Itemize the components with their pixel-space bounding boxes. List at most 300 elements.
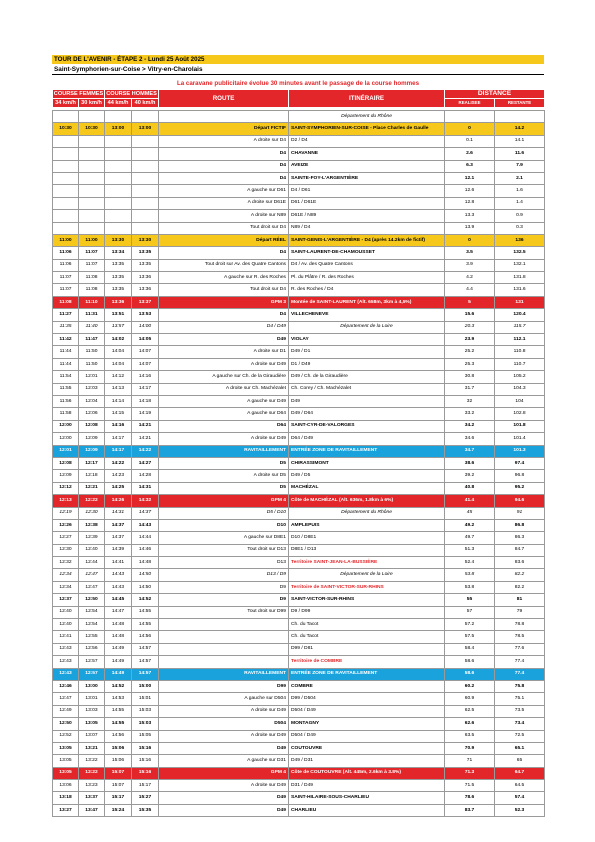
distance-done: 40.8: [445, 482, 495, 494]
time-hommes-40: 14:19: [132, 408, 159, 420]
route-cell: [159, 656, 289, 668]
table-row: [53, 656, 545, 668]
table-row: [53, 730, 545, 742]
route-cell: Tout droit sur D4: [159, 222, 289, 234]
time-femmes-30: 11:08: [79, 272, 105, 284]
itinerary-cell: COMBRE: [289, 680, 445, 692]
distance-done: 12.1: [445, 172, 495, 184]
itinerary-cell: D4 / Av. des Quatre Cantons: [289, 259, 445, 271]
time-hommes-40: [132, 210, 159, 222]
time-hommes-40: [132, 222, 159, 234]
distance-done: 52.4: [445, 557, 495, 569]
distance-remaining: 73.5: [495, 705, 545, 717]
route-cell: GPM 3: [159, 296, 289, 308]
time-hommes-44: 14:04: [105, 346, 132, 358]
time-femmes-34: 13:06: [53, 780, 79, 792]
time-hommes-40: 15:05: [132, 730, 159, 742]
itinerary-cell: D99 / D81: [289, 643, 445, 655]
time-hommes-40: 13:35: [132, 247, 159, 259]
time-femmes-30: 11:50: [79, 346, 105, 358]
distance-done: 0: [445, 234, 495, 246]
time-hommes-40: 13:53: [132, 309, 159, 321]
time-femmes-34: 12:32: [53, 557, 79, 569]
distance-done: 70.9: [445, 742, 495, 754]
time-femmes-34: 11:08: [53, 296, 79, 308]
time-femmes-34: [53, 172, 79, 184]
route-cell: GPM 4: [159, 767, 289, 779]
time-hommes-44: [105, 222, 132, 234]
route-cell: D504: [159, 718, 289, 730]
distance-remaining: 14.2: [495, 123, 545, 135]
time-femmes-34: 12:49: [53, 705, 79, 717]
table-row: [53, 680, 545, 692]
distance-done: 57.2: [445, 619, 495, 631]
distance-done: 15.6: [445, 309, 495, 321]
distance-done: 71.3: [445, 767, 495, 779]
time-femmes-30: 11:07: [79, 259, 105, 271]
itinerary-cell: Ch. Corey / Ch. Machézalet: [289, 383, 445, 395]
distance-remaining: 86.8: [495, 519, 545, 531]
time-femmes-34: 12:40: [53, 606, 79, 618]
route-cell: A gauche sur D31: [159, 755, 289, 767]
distance-remaining: 65.1: [495, 742, 545, 754]
route-cell: D13: [159, 557, 289, 569]
time-hommes-44: 14:12: [105, 371, 132, 383]
table-row: [53, 445, 545, 457]
itinerary-cell: D31 / D49: [289, 780, 445, 792]
time-hommes-40: 13:37: [132, 296, 159, 308]
itinerary-cell: SAINT-LAURENT-DE-CHAMOUSSET: [289, 247, 445, 259]
time-hommes-40: 14:57: [132, 656, 159, 668]
header-itineraire: ITINÉRAIRE: [289, 90, 445, 108]
time-hommes-44: [105, 185, 132, 197]
time-femmes-34: 11:07: [53, 272, 79, 284]
time-femmes-30: 12:40: [79, 544, 105, 556]
time-femmes-34: 11:06: [53, 247, 79, 259]
time-femmes-34: 11:54: [53, 371, 79, 383]
header-speed-h44: 44 km/h: [105, 99, 132, 108]
table-row: [53, 569, 545, 581]
time-hommes-44: 13:35: [105, 284, 132, 296]
time-femmes-30: 12:04: [79, 395, 105, 407]
time-femmes-30: 12:09: [79, 433, 105, 445]
route-cell: D4: [159, 148, 289, 160]
distance-remaining: 83.6: [495, 557, 545, 569]
itinerary-cell: D9 / D99: [289, 606, 445, 618]
time-hommes-44: 15:07: [105, 780, 132, 792]
distance-remaining: 101.8: [495, 420, 545, 432]
distance-remaining: 78.8: [495, 619, 545, 631]
time-hommes-44: [105, 160, 132, 172]
time-hommes-40: 14:52: [132, 594, 159, 606]
distance-done: 34.2: [445, 420, 495, 432]
table-row: [53, 693, 545, 705]
time-femmes-30: 13:21: [79, 742, 105, 754]
time-hommes-40: 14:50: [132, 581, 159, 593]
distance-done: 62.5: [445, 705, 495, 717]
route-cell: A gauche sur D64: [159, 408, 289, 420]
time-hommes-40: 14:37: [132, 507, 159, 519]
distance-done: 25.2: [445, 346, 495, 358]
time-hommes-44: [105, 197, 132, 209]
itinerary-cell: D61 / D61E: [289, 197, 445, 209]
route-cell: D64: [159, 420, 289, 432]
distance-remaining: 102.8: [495, 408, 545, 420]
route-cell: D10: [159, 519, 289, 531]
time-hommes-44: 14:37: [105, 532, 132, 544]
route-cell: D5: [159, 457, 289, 469]
time-hommes-44: 14:45: [105, 594, 132, 606]
table-row: [53, 185, 545, 197]
itinerary-cell: Département du Rhône: [289, 507, 445, 519]
time-hommes-40: 14:16: [132, 371, 159, 383]
route-cell: D49: [159, 334, 289, 346]
distance-remaining: 94.6: [495, 495, 545, 507]
time-femmes-30: 12:06: [79, 408, 105, 420]
distance-remaining: 14.1: [495, 135, 545, 147]
distance-remaining: 0.9: [495, 210, 545, 222]
time-femmes-34: 12:40: [53, 619, 79, 631]
time-hommes-44: [105, 210, 132, 222]
time-femmes-34: 11:55: [53, 383, 79, 395]
time-femmes-34: 10:30: [53, 123, 79, 135]
distance-remaining: 91: [495, 507, 545, 519]
distance-remaining: 81: [495, 594, 545, 606]
time-femmes-30: 12:57: [79, 668, 105, 680]
distance-remaining: 64.7: [495, 767, 545, 779]
route-cell: Tout droit sur D13: [159, 544, 289, 556]
time-femmes-34: 12:27: [53, 532, 79, 544]
time-femmes-30: [79, 111, 105, 123]
time-hommes-40: 14:57: [132, 643, 159, 655]
time-femmes-34: [53, 197, 79, 209]
table-row: [53, 346, 545, 358]
itinerary-cell: SAINT-GENIS-L'ARGENTIÈRE - D4 (après 14.2km de fictif): [289, 234, 445, 246]
distance-remaining: 64.5: [495, 780, 545, 792]
itinerary-cell: Côte de COUTOUVRE (Alt. 445m, 2.6km à 3.8%): [289, 767, 445, 779]
itinerary-cell: SAINT-HILAIRE-SOUS-CHARLIEU: [289, 792, 445, 804]
table-row: [53, 581, 545, 593]
time-femmes-30: 13:01: [79, 693, 105, 705]
distance-done: 4.2: [445, 272, 495, 284]
table-row: [53, 755, 545, 767]
time-femmes-34: 12:43: [53, 656, 79, 668]
time-hommes-44: 13:51: [105, 309, 132, 321]
distance-remaining: 72.5: [495, 730, 545, 742]
time-hommes-44: 13:30: [105, 234, 132, 246]
time-femmes-34: 11:44: [53, 346, 79, 358]
time-hommes-40: 14:48: [132, 557, 159, 569]
route-cell: A droite sur D49: [159, 358, 289, 370]
time-femmes-30: 12:47: [79, 569, 105, 581]
table-row: [53, 643, 545, 655]
distance-remaining: 52.3: [495, 804, 545, 816]
caravan-notice: La caravane publicitaire évolue 30 minutes avant le passage de la course hommes: [176, 80, 420, 87]
time-hommes-40: [132, 135, 159, 147]
time-hommes-40: 14:44: [132, 532, 159, 544]
route-cell: A gauche sur D49: [159, 395, 289, 407]
distance-remaining: 11.6: [495, 148, 545, 160]
route-cell: D49: [159, 804, 289, 816]
table-row: [53, 420, 545, 432]
time-hommes-44: 14:48: [105, 631, 132, 643]
distance-done: 6.3: [445, 160, 495, 172]
time-hommes-40: 13:36: [132, 272, 159, 284]
time-femmes-34: 12:47: [53, 693, 79, 705]
route-cell: A droite sur D49: [159, 705, 289, 717]
distance-remaining: 77.6: [495, 643, 545, 655]
time-hommes-44: 14:04: [105, 358, 132, 370]
itinerary-cell: D49 / D1: [289, 346, 445, 358]
time-femmes-30: 10:30: [79, 123, 105, 135]
itinerary-cell: D49: [289, 395, 445, 407]
itinerary-cell: ENTRÉE ZONE DE RAVITAILLEMENT: [289, 668, 445, 680]
time-femmes-34: 12:00: [53, 420, 79, 432]
time-hommes-44: 14:56: [105, 730, 132, 742]
route-cell: GPM 4: [159, 495, 289, 507]
table-row: [53, 210, 545, 222]
time-femmes-30: [79, 148, 105, 160]
time-femmes-30: [79, 185, 105, 197]
stage-subtitle: Saint-Symphorien-sur-Coise > Vitry-en-Charolais: [52, 65, 544, 75]
route-cell: A gauche sur D504: [159, 693, 289, 705]
time-hommes-44: 14:17: [105, 433, 132, 445]
time-hommes-44: 14:53: [105, 693, 132, 705]
distance-remaining: 97.4: [495, 457, 545, 469]
table-row: [53, 284, 545, 296]
distance-done: 49.7: [445, 532, 495, 544]
time-femmes-30: 11:10: [79, 296, 105, 308]
table-row: [53, 780, 545, 792]
time-femmes-30: 13:05: [79, 718, 105, 730]
distance-done: 34.6: [445, 433, 495, 445]
timetable-header: [52, 89, 545, 108]
time-femmes-30: 12:03: [79, 383, 105, 395]
time-femmes-34: 12:52: [53, 730, 79, 742]
time-hommes-40: 14:57: [132, 668, 159, 680]
time-femmes-34: 12:08: [53, 457, 79, 469]
itinerary-cell: SAINT-VICTOR-SUR-RHINS: [289, 594, 445, 606]
time-hommes-40: 15:27: [132, 792, 159, 804]
table-row: [53, 532, 545, 544]
time-hommes-40: 14:18: [132, 395, 159, 407]
time-hommes-44: 14:47: [105, 606, 132, 618]
route-cell: [159, 631, 289, 643]
route-cell: A droite sur D5: [159, 470, 289, 482]
time-hommes-44: 14:02: [105, 334, 132, 346]
distance-remaining: 82.2: [495, 569, 545, 581]
time-hommes-40: 13:35: [132, 259, 159, 271]
distance-remaining: 1.4: [495, 197, 545, 209]
time-hommes-44: 13:36: [105, 296, 132, 308]
itinerary-cell: SAINT-SYMPHORIEN-SUR-COISE - Place Charles de Gaulle: [289, 123, 445, 135]
distance-done: 62.6: [445, 718, 495, 730]
time-femmes-30: 12:09: [79, 445, 105, 457]
route-cell: D5: [159, 482, 289, 494]
time-hommes-40: 14:27: [132, 457, 159, 469]
time-femmes-34: 12:30: [53, 544, 79, 556]
time-hommes-40: 14:21: [132, 420, 159, 432]
time-femmes-34: 12:00: [53, 433, 79, 445]
distance-done: 57.5: [445, 631, 495, 643]
time-femmes-34: 11:07: [53, 284, 79, 296]
time-hommes-40: 13:00: [132, 123, 159, 135]
route-cell: Tout droit sur D4: [159, 284, 289, 296]
table-row: [53, 619, 545, 631]
header-speed-h40: 40 km/h: [132, 99, 159, 108]
time-hommes-44: 14:48: [105, 619, 132, 631]
time-femmes-30: 13:03: [79, 705, 105, 717]
time-femmes-34: 11:44: [53, 358, 79, 370]
itinerary-cell: Côte de MACHÉZAL (Alt. 636m, 1.8km à 6%): [289, 495, 445, 507]
time-hommes-40: 14:00: [132, 321, 159, 333]
table-row: [53, 804, 545, 816]
distance-remaining: 101.4: [495, 433, 545, 445]
time-hommes-44: 14:23: [105, 470, 132, 482]
route-cell: D13 / D9: [159, 569, 289, 581]
route-cell: D49: [159, 792, 289, 804]
time-femmes-30: 12:50: [79, 594, 105, 606]
time-femmes-30: 11:00: [79, 234, 105, 246]
time-hommes-44: 13:34: [105, 247, 132, 259]
distance-done: 71: [445, 755, 495, 767]
time-femmes-30: 12:18: [79, 470, 105, 482]
itinerary-cell: D504 / D49: [289, 730, 445, 742]
time-femmes-30: 12:47: [79, 581, 105, 593]
distance-remaining: 79: [495, 606, 545, 618]
time-hommes-40: 15:03: [132, 718, 159, 730]
itinerary-cell: AVEIZE: [289, 160, 445, 172]
header-speed-f30: 30 km/h: [79, 99, 105, 108]
time-femmes-34: 12:41: [53, 631, 79, 643]
table-row: [53, 433, 545, 445]
time-hommes-44: 15:07: [105, 767, 132, 779]
time-hommes-40: 14:32: [132, 495, 159, 507]
time-femmes-30: [79, 135, 105, 147]
distance-done: [445, 111, 495, 123]
route-cell: A droite sur D4: [159, 135, 289, 147]
time-hommes-44: 15:06: [105, 755, 132, 767]
distance-done: 2.6: [445, 148, 495, 160]
time-hommes-44: 14:31: [105, 507, 132, 519]
distance-done: 25.3: [445, 358, 495, 370]
route-cell: D9: [159, 581, 289, 593]
route-cell: Tout droit sur Av. des Quatre Cantons: [159, 259, 289, 271]
time-femmes-30: 13:23: [79, 780, 105, 792]
time-hommes-44: 14:13: [105, 383, 132, 395]
time-femmes-30: 12:01: [79, 371, 105, 383]
time-hommes-40: 13:36: [132, 284, 159, 296]
itinerary-cell: CHARLIEU: [289, 804, 445, 816]
time-femmes-30: 11:50: [79, 358, 105, 370]
itinerary-cell: D61E / N89: [289, 210, 445, 222]
time-femmes-30: 11:31: [79, 309, 105, 321]
itinerary-cell: COUTOUVRE: [289, 742, 445, 754]
distance-remaining: 101.3: [495, 445, 545, 457]
route-cell: Départ RÉEL: [159, 234, 289, 246]
time-hommes-44: 14:55: [105, 705, 132, 717]
distance-remaining: 78.5: [495, 631, 545, 643]
distance-remaining: 7.9: [495, 160, 545, 172]
distance-done: 71.5: [445, 780, 495, 792]
time-hommes-44: 14:37: [105, 519, 132, 531]
distance-done: 45: [445, 507, 495, 519]
itinerary-cell: Territoire SAINT-JEAN-LA-BUSSIÈRE: [289, 557, 445, 569]
time-hommes-44: 14:41: [105, 557, 132, 569]
time-femmes-30: 13:00: [79, 680, 105, 692]
time-hommes-40: 15:01: [132, 693, 159, 705]
table-row: [53, 222, 545, 234]
route-cell: Départ FICTIF: [159, 123, 289, 135]
time-hommes-40: 13:30: [132, 234, 159, 246]
distance-done: 0: [445, 123, 495, 135]
header-realisee: REALISEE: [445, 99, 495, 108]
time-femmes-30: 11:07: [79, 247, 105, 259]
table-row: [53, 172, 545, 184]
time-femmes-30: 11:47: [79, 334, 105, 346]
table-row: [53, 259, 545, 271]
time-femmes-34: 12:34: [53, 581, 79, 593]
time-femmes-34: [53, 210, 79, 222]
distance-done: 33.2: [445, 408, 495, 420]
itinerary-cell: Pl. du Plâtre / R. des Roches: [289, 272, 445, 284]
time-hommes-44: 13:35: [105, 259, 132, 271]
time-femmes-34: 13:05: [53, 755, 79, 767]
distance-done: 83.7: [445, 804, 495, 816]
time-femmes-30: 12:54: [79, 619, 105, 631]
table-row: [53, 395, 545, 407]
distance-done: 53.8: [445, 581, 495, 593]
time-femmes-34: [53, 185, 79, 197]
route-cell: A droite sur Ch. Machézalet: [159, 383, 289, 395]
time-femmes-34: 11:42: [53, 334, 79, 346]
time-hommes-44: 14:55: [105, 718, 132, 730]
time-hommes-40: [132, 111, 159, 123]
itinerary-cell: Territoire de COMBRE: [289, 656, 445, 668]
table-row: [53, 234, 545, 246]
table-row: [53, 296, 545, 308]
time-hommes-44: 13:00: [105, 123, 132, 135]
table-row: [53, 135, 545, 147]
distance-done: 55: [445, 594, 495, 606]
time-femmes-34: 12:12: [53, 482, 79, 494]
time-hommes-40: 14:17: [132, 383, 159, 395]
time-hommes-44: 14:25: [105, 482, 132, 494]
itinerary-cell: MONTAGNY: [289, 718, 445, 730]
itinerary-cell: N89 / D4: [289, 222, 445, 234]
time-hommes-40: 14:05: [132, 334, 159, 346]
time-hommes-40: 14:56: [132, 631, 159, 643]
time-femmes-34: 11:27: [53, 309, 79, 321]
route-cell: D5 / D10: [159, 507, 289, 519]
distance-done: 41.4: [445, 495, 495, 507]
distance-remaining: 57.4: [495, 792, 545, 804]
time-hommes-44: 14:49: [105, 656, 132, 668]
table-row: [53, 631, 545, 643]
route-cell: A droite sur D49: [159, 780, 289, 792]
time-hommes-44: 14:26: [105, 495, 132, 507]
distance-remaining: 65: [495, 755, 545, 767]
distance-remaining: 95.2: [495, 482, 545, 494]
itinerary-cell: D99 / D504: [289, 693, 445, 705]
distance-remaining: 131.8: [495, 272, 545, 284]
distance-done: 30.8: [445, 371, 495, 383]
table-row: [53, 507, 545, 519]
table-row: [53, 197, 545, 209]
time-hommes-40: [132, 172, 159, 184]
route-cell: D4: [159, 247, 289, 259]
time-hommes-44: [105, 135, 132, 147]
